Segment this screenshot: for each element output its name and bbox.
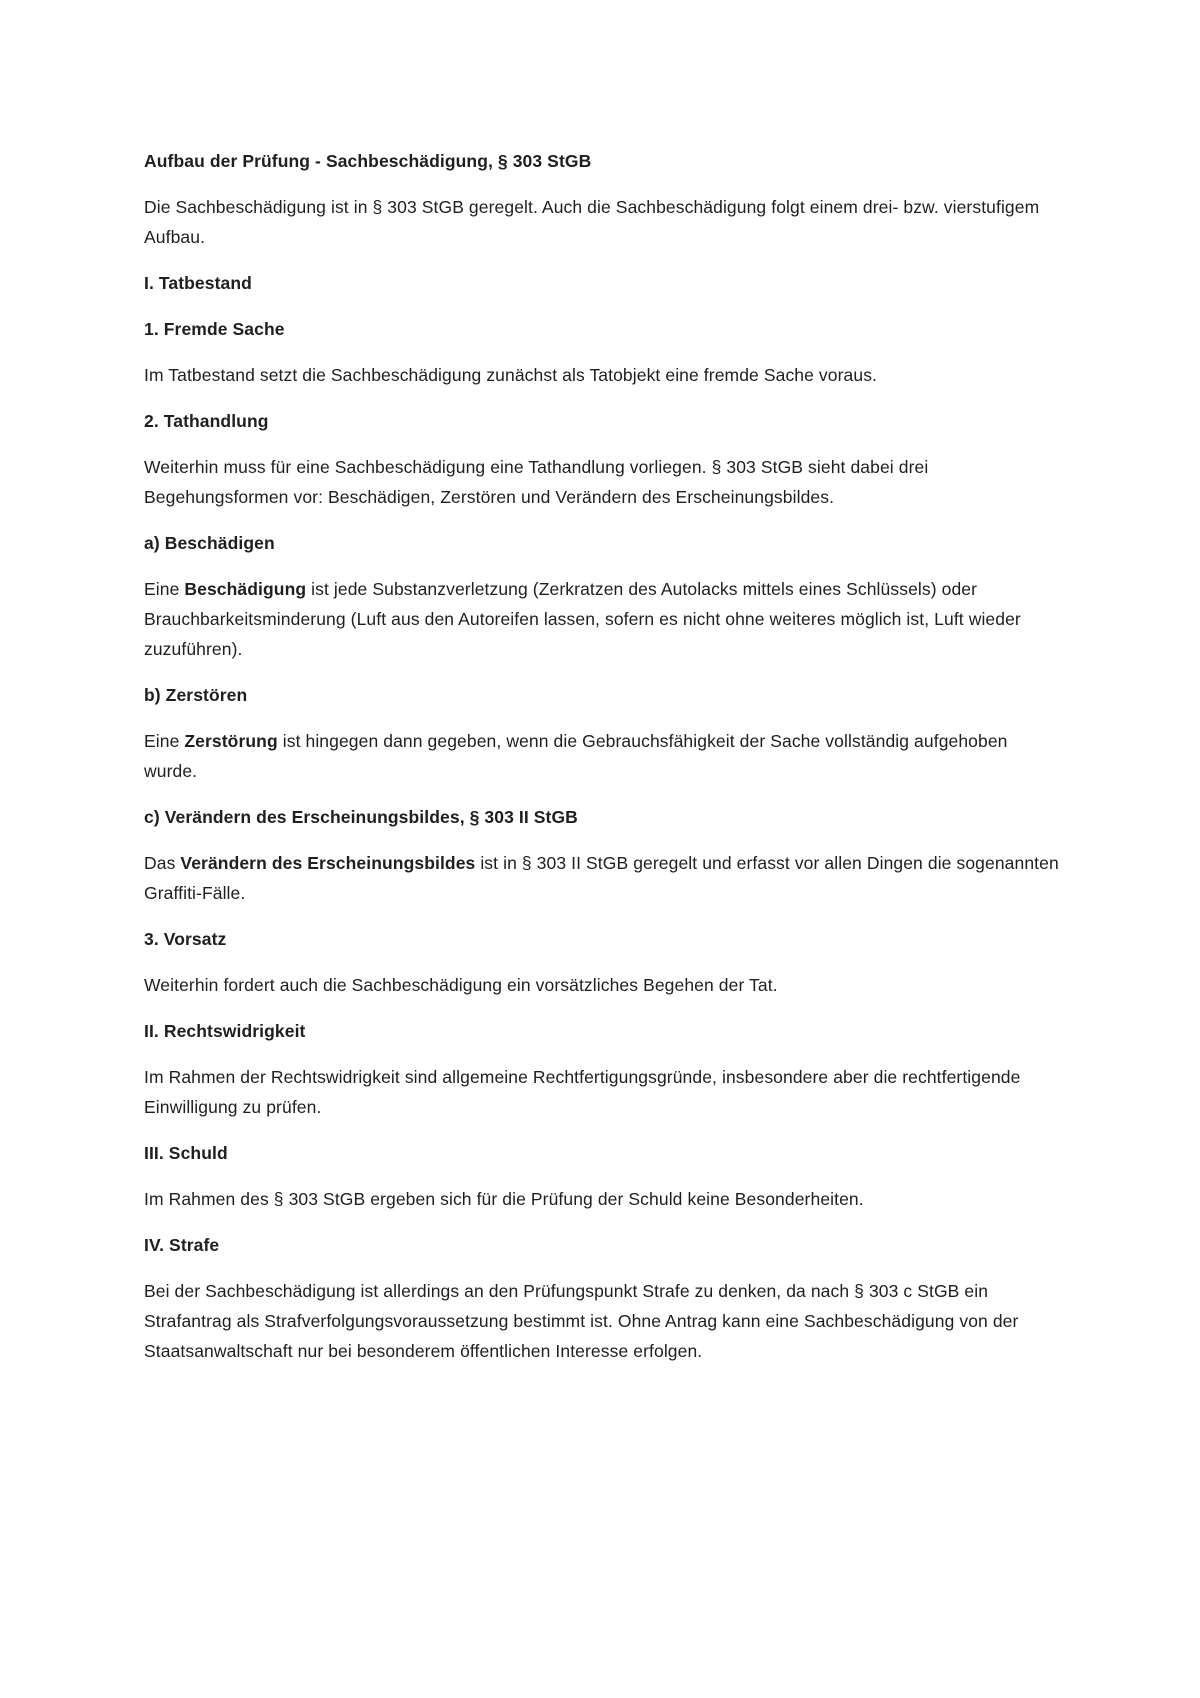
paragraph-text: Bei der Sachbeschädigung ist allerdings an den Prüfungspunkt Strafe zu denken, da nach § 303 c StGB ein Strafantrag als Strafverfolgungsvoraussetzung bestimmt ist. Ohne Antrag kann eine Sachbeschädigung von der Staatsanwaltschaft nur bei besonderem öffentlichen Interesse erfolgen. bbox=[144, 1281, 1019, 1361]
section-heading: I. Tatbestand bbox=[144, 273, 252, 293]
paragraph-text: Weiterhin fordert auch die Sachbeschädigung ein vorsätzliches Begehen der Tat. bbox=[144, 975, 778, 995]
body-paragraph bbox=[144, 726, 1064, 786]
paragraph-text: Das bbox=[144, 853, 181, 873]
paragraph-text: ist in § 303 II StGB geregelt und erfasst vor allen Dingen die sogenannten Graffiti-Fälle. bbox=[144, 853, 1059, 903]
paragraph-text: Im Tatbestand setzt die Sachbeschädigung zunächst als Tatobjekt eine fremde Sache voraus. bbox=[144, 365, 878, 385]
paragraph-text: Eine bbox=[144, 579, 185, 599]
bold-term: Zerstörung bbox=[184, 731, 278, 751]
body-paragraph bbox=[144, 574, 1064, 664]
paragraph-text: Weiterhin muss für eine Sachbeschädigung eine Tathandlung vorliegen. § 303 StGB sieht dabei drei Begehungsformen vor: Beschädigen, Zerstören und Verändern des Erscheinungsbildes. bbox=[144, 457, 929, 507]
document-title: Aufbau der Prüfung - Sachbeschädigung, § 303 StGB bbox=[144, 151, 592, 171]
bold-term: Beschädigung bbox=[184, 579, 307, 599]
document-content bbox=[144, 146, 1064, 1382]
section-heading: IV. Strafe bbox=[144, 1235, 220, 1255]
body-paragraph bbox=[144, 360, 1064, 390]
body-paragraph bbox=[144, 848, 1064, 908]
paragraph-text: Im Rahmen des § 303 StGB ergeben sich für die Prüfung der Schuld keine Besonderheiten. bbox=[144, 1189, 864, 1209]
section-heading: a) Beschädigen bbox=[144, 533, 275, 553]
paragraph-text: ist hingegen dann gegeben, wenn die Gebrauchsfähigkeit der Sache vollständig aufgehoben wurde. bbox=[144, 731, 1008, 781]
section-heading: II. Rechtswidrigkeit bbox=[144, 1021, 306, 1041]
body-paragraph bbox=[144, 1276, 1064, 1366]
paragraph-text: Die Sachbeschädigung ist in § 303 StGB geregelt. Auch die Sachbeschädigung folgt einem drei- bzw. vierstufigem Aufbau. bbox=[144, 197, 1040, 247]
body-paragraph bbox=[144, 970, 1064, 1000]
body-paragraph bbox=[144, 1184, 1064, 1214]
section-heading: 1. Fremde Sache bbox=[144, 319, 285, 339]
section-heading: c) Verändern des Erscheinungsbildes, § 303 II StGB bbox=[144, 807, 578, 827]
body-paragraph bbox=[144, 192, 1064, 252]
section-heading: 2. Tathandlung bbox=[144, 411, 269, 431]
section-heading: 3. Vorsatz bbox=[144, 929, 227, 949]
section-heading: b) Zerstören bbox=[144, 685, 248, 705]
paragraph-text: ist jede Substanzverletzung (Zerkratzen des Autolacks mittels eines Schlüssels) oder Brauchbarkeitsminderung (Luft aus den Autoreifen lassen, sofern es nicht ohne weiteres möglich ist, Luft wieder zuzuführen). bbox=[144, 579, 1021, 659]
paragraph-text: Im Rahmen der Rechtswidrigkeit sind allgemeine Rechtfertigungsgründe, insbesondere aber die rechtfertigende Einwilligung zu prüfen. bbox=[144, 1067, 1021, 1117]
bold-term: Verändern des Erscheinungsbildes bbox=[180, 853, 476, 873]
section-heading: III. Schuld bbox=[144, 1143, 228, 1163]
paragraph-text: Eine bbox=[144, 731, 185, 751]
body-paragraph bbox=[144, 1062, 1064, 1122]
body-paragraph bbox=[144, 452, 1064, 512]
